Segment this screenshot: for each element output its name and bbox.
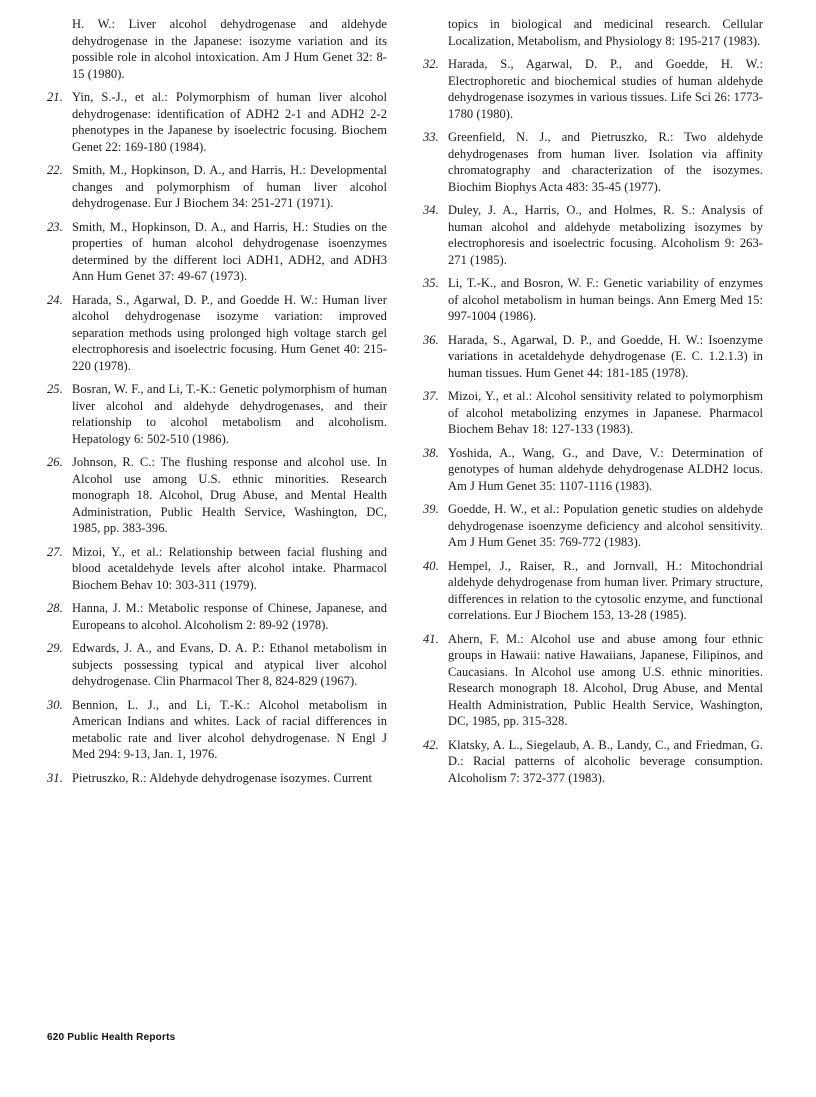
page-footer-label: 620 Public Health Reports	[47, 1032, 176, 1043]
reference-23	[47, 219, 387, 285]
references-right-column	[423, 16, 763, 793]
reference-number: 31.	[47, 770, 63, 785]
reference-40	[423, 558, 763, 624]
reference-20-continued	[47, 16, 387, 82]
reference-text: Hempel, J., Raiser, R., and Jornvall, H.: Mitochondrial aldehyde dehydrogenase from human liver. Primary structure, differences in relation to the cytosolic enzyme, and functional correlations. Eur J Biochem 153, 13-28 (1985).	[448, 558, 763, 622]
reference-number: 27.	[47, 544, 63, 559]
reference-text: Harada, S., Agarwal, D. P., and Goedde, H. W.: Electrophoretic and biochemical studies of human aldehyde dehydrogenase isozymes in various tissues. Life Sci 26: 1773-1780 (1980).	[448, 57, 763, 121]
reference-30	[47, 697, 387, 763]
reference-text: H. W.: Liver alcohol dehydrogenase and aldehyde dehydrogenase in the Japanese: isozyme variation and its possible role in alcohol intoxication. Am J Hum Genet 32: 8-15 (1980).	[72, 17, 387, 81]
reference-text: Bosran, W. F., and Li, T.-K.: Genetic polymorphism of human liver alcohol and aldehyde dehydrogenases, and their relationship to alcohol metabolism and alcoholism. Hepatology 6: 502-510 (1986).	[72, 382, 387, 446]
reference-41	[423, 631, 763, 730]
reference-31	[47, 770, 387, 787]
reference-text: Mizoi, Y., et al.: Relationship between facial flushing and blood acetaldehyde levels after alcohol intake. Pharmacol Biochem Behav 10: 303-311 (1979).	[72, 544, 387, 592]
reference-number: 39.	[423, 502, 439, 516]
reference-text: topics in biological and medicinal research. Cellular Localization, Metabolism, and Physiology 8: 195-217 (1983).	[448, 17, 763, 48]
reference-text: Hanna, J. M.: Metabolic response of Chinese, Japanese, and Europeans to alcohol. Alcoholism 2: 89-92 (1978).	[72, 601, 387, 632]
reference-text: Goedde, H. W., et al.: Population genetic studies on aldehyde dehydrogenase isoenzyme deficiency and alcohol sensitivity. Am J Hum Genet 35: 769-772 (1983).	[448, 502, 763, 549]
reference-text: Yin, S.-J., et al.: Polymorphism of human liver alcohol dehydrogenase: identification of ADH2 2-1 and ADH2 2-2 phenotypes in the Japanese by isoelectric focusing. Biochem Genet 22: 169-180 (1984).	[72, 90, 387, 154]
reference-number: 40.	[423, 558, 439, 573]
reference-text: Pietruszko, R.: Aldehyde dehydrogenase isozymes. Current	[72, 770, 372, 785]
references-left-column	[47, 16, 387, 793]
reference-31-continued	[423, 16, 763, 49]
reference-32	[423, 56, 763, 122]
reference-text: Greenfield, N. J., and Pietruszko, R.: Two aldehyde dehydrogenases from human liver. Isolation via affinity chromatography and characterization of the isozymes. Biochim Biophys Acta 483: 35-45 (1977).	[448, 130, 763, 194]
reference-text: Mizoi, Y., et al.: Alcohol sensitivity related to polymorphism of alcohol metabolizing enzymes in Japanese. Pharmacol Biochem Behav 18: 127-133 (1983).	[448, 389, 763, 436]
reference-number: 26.	[47, 455, 63, 469]
reference-number: 25.	[47, 382, 63, 396]
reference-text: Harada, S., Agarwal, D. P., and Goedde, H. W.: Isoenzyme variations in acetaldehyde dehydrogenase (E. C. 1.2.1.3) in human tissues. Hum Genet 44: 181-185 (1978).	[448, 332, 763, 380]
reference-number: 28.	[47, 601, 63, 615]
reference-text: Duley, J. A., Harris, O., and Holmes, R. S.: Analysis of human alcohol and aldehyde metabolizing isozymes by electrophoresis and isoelectric focusing. Alcoholism 9: 263-271 (1985).	[448, 203, 763, 267]
reference-34	[423, 202, 763, 268]
reference-number: 41.	[423, 631, 439, 646]
reference-number: 36.	[423, 332, 439, 347]
reference-36	[423, 332, 763, 382]
reference-39	[423, 501, 763, 551]
reference-text: Edwards, J. A., and Evans, D. A. P.: Ethanol metabolism in subjects possessing typical and atypical liver alcohol dehydrogenase. Clin Pharmacol Ther 8, 824-829 (1967).	[72, 641, 387, 688]
reference-33	[423, 129, 763, 195]
reference-27	[47, 544, 387, 594]
reference-number: 29.	[47, 641, 63, 655]
reference-text: Smith, M., Hopkinson, D. A., and Harris, H.: Studies on the properties of human alcohol dehydrogenase isoenzymes determined by the different loci ADH1, ADH2, and ADH3 Ann Hum Genet 37: 49-67 (1973).	[72, 219, 387, 283]
reference-42	[423, 737, 763, 787]
reference-21	[47, 89, 387, 155]
reference-38	[423, 445, 763, 495]
reference-24	[47, 292, 387, 375]
reference-text: Johnson, R. C.: The flushing response and alcohol use. In Alcohol use among U.S. ethnic minorities. Research monograph 18. Alcohol, Drug Abuse, and Mental Health Administration, Public Health Service, Washington, DC, 1985, pp. 383-396.	[72, 455, 387, 535]
reference-29	[47, 640, 387, 690]
reference-text: Li, T.-K., and Bosron, W. F.: Genetic variability of enzymes of alcohol metabolism in human beings. Ann Emerg Med 15: 997-1004 (1986).	[448, 276, 763, 323]
reference-26	[47, 454, 387, 537]
reference-37	[423, 388, 763, 438]
reference-28	[47, 600, 387, 633]
reference-number: 21.	[47, 90, 63, 104]
reference-number: 42.	[423, 737, 439, 752]
reference-number: 35.	[423, 276, 439, 290]
reference-number: 22.	[47, 163, 63, 177]
reference-number: 33.	[423, 130, 439, 144]
reference-text: Smith, M., Hopkinson, D. A., and Harris, H.: Developmental changes and polymorphism of human liver alcohol dehydrogenase. Eur J Biochem 34: 251-271 (1971).	[72, 163, 387, 210]
reference-number: 32.	[423, 57, 439, 71]
reference-text: Bennion, L. J., and Li, T.-K.: Alcohol metabolism in American Indians and whites. Lack of racial differences in metabolic rate and liver alcohol dehydrogenase. N Engl J Med 294: 9-13, Jan. 1, 1976.	[72, 697, 387, 761]
reference-number: 30.	[47, 697, 63, 712]
reference-text: Ahern, F. M.: Alcohol use and abuse among four ethnic groups in Hawaii: native Hawaiians, Japanese, Filipinos, and Caucasians. In Alcohol use among U.S. ethnic minorities. Research monograph 18. Alcohol, Drug Abuse, and Mental Health Administration, Public Health Service, Washington, DC, 1985, pp. 315-328.	[448, 631, 763, 728]
reference-text: Harada, S., Agarwal, D. P., and Goedde H. W.: Human liver alcohol dehydrogenase isozyme variation: improved separation methods using prolonged high voltage starch gel electrophoresis and isoelectric focusing. Hum Genet 40: 215-220 (1978).	[72, 292, 387, 373]
reference-25	[47, 381, 387, 447]
reference-number: 34.	[423, 203, 439, 217]
reference-number: 37.	[423, 389, 439, 403]
reference-text: Klatsky, A. L., Siegelaub, A. B., Landy, C., and Friedman, G. D.: Racial patterns of alcoholic beverage consumption. Alcoholism 7: 372-377 (1983).	[448, 737, 763, 785]
reference-number: 23.	[47, 219, 63, 234]
reference-number: 24.	[47, 292, 63, 307]
reference-22	[47, 162, 387, 212]
reference-35	[423, 275, 763, 325]
reference-number: 38.	[423, 445, 439, 460]
reference-text: Yoshida, A., Wang, G., and Dave, V.: Determination of genotypes of human aldehyde dehydrogenase ALDH2 locus. Am J Hum Genet 35: 1107-1116 (1983).	[448, 445, 763, 493]
